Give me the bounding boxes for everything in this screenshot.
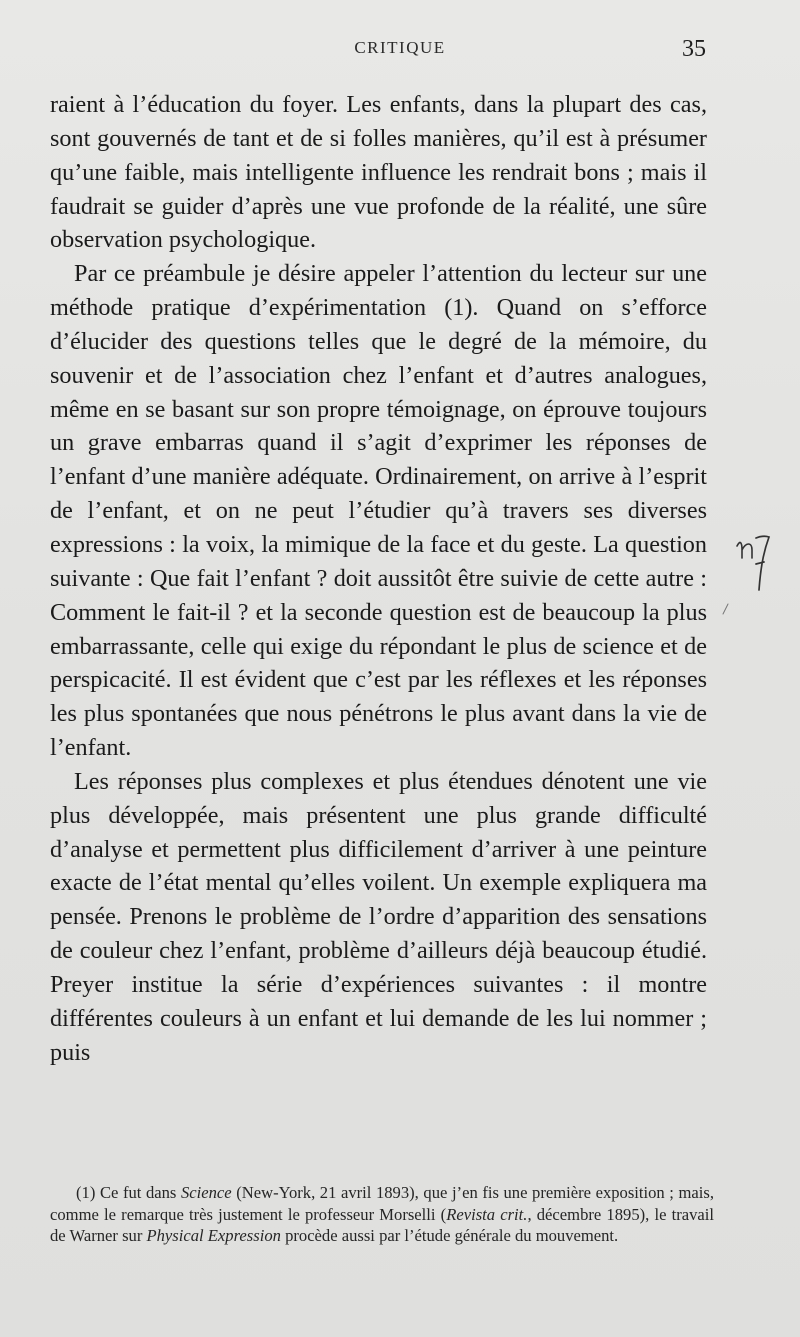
paragraph: Les réponses plus complexes et plus étendues dénotent une vie plus développée, mais présentent une plus grande difficulté d’analyse et permettent plus difficilement d’arriver à une peinture exacte de l’état mental qu’elles voilent. Un exemple expliquera ma pensée. Prenons le problème de l’ordre d’apparition des sensations de couleur chez l’enfant, problème d’ailleurs déjà beaucoup étudié. Preyer institue la série d’expériences suivantes : il montre différentes couleurs à un enfant et lui demande de les lui nommer ; puis (50, 767, 707, 1066)
paragraph: raient à l’éducation du foyer. Les enfants, dans la plupart des cas, sont gouvernés de tant et de si folles manières, qu’il est à présumer qu’une faible, mais intelligente influence les rendrait bons ; mais il faudrait se guider d’après une vue profonde de la réalité, une sûre observation psychologique. (50, 91, 707, 254)
stray-pencil-mark (720, 602, 730, 616)
footnote-text: , décembre 1895), le travail de Warner sur (50, 1204, 715, 1246)
paragraph: Par ce préambule je désire appeler l’attention du lecteur sur une méthode pratique d’expérimentation (1). Quand on s’efforce d’élucider des questions telles que le degré de la mémoire, du souvenir et de l’association chez l’enfant et d’autres analogues, même en se basant sur son propre témoignage, on éprouve toujours un grave embarras quand il s’agit d’exprimer les réponses de l’enfant d’une manière adéquate. Ordinairement, on arrive à l’esprit de l’enfant, et on ne peut l’étudier qu’à travers ses diverses expressions : la voix, la mimique de la face et du geste. La question suivante : Que fait l’enfant ? doit aussitôt être suivie de cette autre : Comment le fait-il ? et la seconde question est de beaucoup la plus embarrassante, celle qui exige du répondant le plus de science et de perspicacité. Il est évident que c’est par les réflexes et les réponses les plus spontanées que nous pénétrons le plus avant dans la vie de l’enfant. (50, 260, 707, 762)
handwritten-margin-note (734, 528, 774, 608)
footnote-text: procède aussi par l’étude générale du mouvement. (280, 1226, 619, 1246)
footnote-text: (New-York, 21 avril 1893), que j’en fis une première exposition ; mais, comme le remarque très justement le professeur Morselli ( (50, 1183, 714, 1224)
running-title: CRITIQUE (354, 38, 446, 57)
footnote-citation: Science (180, 1183, 232, 1202)
footnote-citation: Physical Expression (146, 1226, 281, 1246)
footnote-marker: (1) (76, 1183, 96, 1202)
body-text (50, 88, 707, 1069)
footnote (50, 1182, 714, 1247)
footnote-text: Ce fut dans (95, 1183, 181, 1202)
page-number: 35 (682, 36, 706, 62)
footnote-citation: Revista crit. (446, 1204, 528, 1224)
